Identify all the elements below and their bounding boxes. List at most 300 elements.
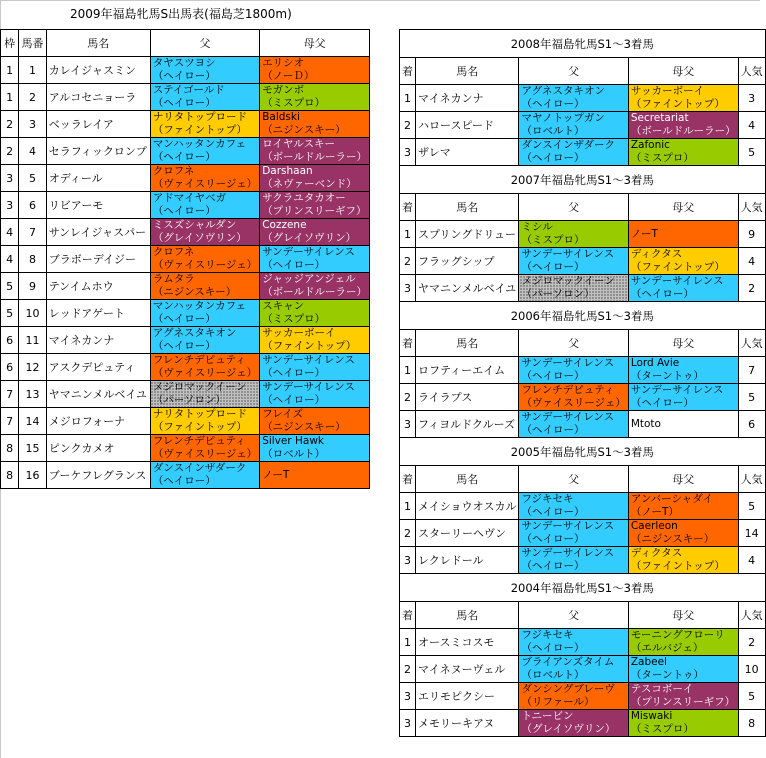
broodmare-sire-cell[interactable] xyxy=(260,408,370,435)
entry-row[interactable] xyxy=(1,327,370,354)
sire-cell-name: ミスズシャルダン xyxy=(152,219,237,231)
broodmare-sire-cell[interactable] xyxy=(628,411,738,438)
broodmare-sire-cell-name: Caerleon xyxy=(630,520,678,532)
broodmare-sire-cell-line: （グレイソヴリン） xyxy=(262,232,357,244)
broodmare-sire-cell-name: サッカーボーイ xyxy=(630,85,705,97)
entry-row[interactable] xyxy=(1,300,370,327)
broodmare-sire-cell-name: サンデーサイレンス xyxy=(630,275,724,287)
horse-name-cell[interactable]: ロフティーエイム xyxy=(416,357,519,384)
results-header-horse-name: 馬名 xyxy=(416,194,519,221)
entries-table xyxy=(0,29,370,489)
broodmare-sire-cell-name: サンデーサイレンス xyxy=(262,381,355,393)
popularity-cell: 9 xyxy=(738,221,765,248)
sire-cell-name: サンデーサイレンス xyxy=(521,520,615,532)
entry-row[interactable] xyxy=(1,408,370,435)
popularity-cell: 4 xyxy=(738,547,765,574)
results-header-popularity: 人気 xyxy=(738,466,765,493)
rank-cell: 2 xyxy=(400,656,416,683)
rank-cell: 2 xyxy=(400,384,416,411)
sire-cell[interactable] xyxy=(519,357,628,384)
sire-cell[interactable] xyxy=(519,248,628,275)
rank-cell: 1 xyxy=(400,357,416,384)
result-row[interactable] xyxy=(400,710,766,737)
horse-name-cell[interactable]: フィヨルドクルーズ xyxy=(416,411,519,438)
sire-cell[interactable] xyxy=(150,111,259,138)
sire-cell[interactable] xyxy=(519,411,628,438)
broodmare-sire-cell[interactable] xyxy=(628,112,738,139)
rank-cell: 1 xyxy=(400,85,416,112)
sire-cell[interactable] xyxy=(519,384,628,411)
broodmare-sire-cell[interactable] xyxy=(628,547,738,574)
results-header-rank: 着 xyxy=(400,194,416,221)
broodmare-sire-cell[interactable] xyxy=(628,656,738,683)
results-header-row xyxy=(400,330,766,357)
broodmare-sire-cell[interactable] xyxy=(260,192,370,219)
sire-cell[interactable] xyxy=(150,246,259,273)
horse-name-cell[interactable]: フラッグシップ xyxy=(416,248,519,275)
broodmare-sire-cell-name: ノーT xyxy=(262,468,290,481)
broodmare-sire-cell-line: （ニジンスキー） xyxy=(262,124,346,136)
sire-cell[interactable] xyxy=(150,273,259,300)
sire-cell[interactable] xyxy=(150,165,259,192)
entry-row[interactable] xyxy=(1,57,370,84)
sire-cell-line: （ヘイロー） xyxy=(521,506,585,518)
sire-cell[interactable] xyxy=(150,57,259,84)
results-section-title: 2008年福島牝馬S1～3着馬 xyxy=(400,30,766,58)
sire-cell-line: （ファイントップ） xyxy=(152,421,247,433)
horse-name-cell[interactable]: ザレマ xyxy=(416,139,519,166)
results-header-rank: 着 xyxy=(400,602,416,629)
sire-cell[interactable] xyxy=(519,683,628,710)
horse-name-cell[interactable]: オースミコスモ xyxy=(416,629,519,656)
broodmare-sire-cell[interactable] xyxy=(260,435,370,462)
sire-cell-name: メジロマックイーン xyxy=(521,275,615,287)
sire-cell-line: （ヘイロー） xyxy=(152,340,216,352)
broodmare-sire-cell-name: Lord Avie xyxy=(630,357,680,369)
results-header-horse-name: 馬名 xyxy=(416,466,519,493)
sire-cell-line: （ヘイロー） xyxy=(152,70,216,82)
sire-cell-line: （ファイントップ） xyxy=(152,124,247,136)
sire-cell-line: （ヘイロー） xyxy=(521,370,585,382)
broodmare-sire-cell-line: （ヘイロー） xyxy=(262,394,326,406)
broodmare-sire-cell[interactable] xyxy=(628,248,738,275)
rank-cell: 3 xyxy=(400,139,416,166)
horse-name-cell[interactable]: セラフィックロンプ xyxy=(46,138,150,165)
result-row[interactable] xyxy=(400,547,766,574)
result-row[interactable] xyxy=(400,629,766,656)
sire-cell-line: （ヘイロー） xyxy=(521,424,585,436)
horse-name-cell[interactable]: ヤマニンメルベイユ xyxy=(416,275,519,302)
sire-cell[interactable] xyxy=(519,547,628,574)
broodmare-sire-cell-line: （ヘイロー） xyxy=(262,367,326,379)
horse-name-cell[interactable]: ライラプス xyxy=(416,384,519,411)
entry-row[interactable] xyxy=(1,435,370,462)
sire-cell-name: ダンスインザダーク xyxy=(521,139,616,151)
horse-name-cell[interactable]: スプリングドリュー xyxy=(416,221,519,248)
result-row[interactable] xyxy=(400,275,766,302)
broodmare-sire-cell[interactable] xyxy=(628,520,738,547)
results-header-horse-name: 馬名 xyxy=(416,330,519,357)
broodmare-sire-cell[interactable] xyxy=(260,84,370,111)
rank-cell: 3 xyxy=(400,275,416,302)
results-header-popularity: 人気 xyxy=(738,58,765,85)
results-section-title-row xyxy=(400,302,766,330)
broodmare-sire-cell[interactable] xyxy=(260,165,370,192)
sire-cell-name: アグネスタキオン xyxy=(152,327,237,339)
sire-cell-line: （ヘイロー） xyxy=(521,533,585,545)
entry-row[interactable] xyxy=(1,462,370,489)
broodmare-sire-cell-name: ディクタス xyxy=(630,547,683,559)
broodmare-sire-cell-name: Darshaan xyxy=(262,165,313,177)
sheet-title: 2009年福島牝馬S出馬表(福島芝1800m) xyxy=(70,7,292,21)
results-header-horse-name: 馬名 xyxy=(416,58,519,85)
umaban-cell: 5 xyxy=(19,165,46,192)
waku-cell: 8 xyxy=(1,435,19,462)
umaban-cell: 4 xyxy=(19,138,46,165)
sire-cell-line: （ヴァイスリージェ） xyxy=(152,178,258,190)
entry-row[interactable] xyxy=(1,192,370,219)
results-header-popularity: 人気 xyxy=(738,330,765,357)
horse-name-cell[interactable]: マイネカンナ xyxy=(46,327,150,354)
waku-cell: 2 xyxy=(1,111,19,138)
header-sire: 父 xyxy=(150,30,259,57)
rank-cell: 3 xyxy=(400,710,416,737)
broodmare-sire-cell-name: サッカーボーイ xyxy=(262,327,336,339)
popularity-cell: 2 xyxy=(738,629,765,656)
entry-row[interactable] xyxy=(1,219,370,246)
sire-cell-name: アグネスタキオン xyxy=(521,85,606,97)
results-section-title: 2004年福島牝馬S1～3着馬 xyxy=(400,574,766,602)
result-row[interactable] xyxy=(400,493,766,520)
broodmare-sire-cell-line: （ターントゥ） xyxy=(630,370,704,382)
broodmare-sire-cell[interactable] xyxy=(260,246,370,273)
waku-cell: 4 xyxy=(1,219,19,246)
sire-cell[interactable] xyxy=(519,520,628,547)
broodmare-sire-cell-name: ノーT xyxy=(630,227,658,240)
horse-name-cell[interactable]: エリモピクシー xyxy=(416,683,519,710)
header-horse-name: 馬名 xyxy=(46,30,150,57)
popularity-cell: 5 xyxy=(738,493,765,520)
sire-cell-line: （ヘイロー） xyxy=(521,261,585,273)
broodmare-sire-cell-line: （ミスプロ） xyxy=(262,97,326,109)
waku-cell: 7 xyxy=(1,381,19,408)
horse-name-cell[interactable]: アスクデピュティ xyxy=(46,354,150,381)
sire-cell[interactable] xyxy=(519,221,628,248)
broodmare-sire-cell[interactable] xyxy=(260,273,370,300)
result-row[interactable] xyxy=(400,683,766,710)
sire-cell-line: （ヘイロー） xyxy=(152,151,216,163)
waku-cell: 1 xyxy=(1,84,19,111)
popularity-cell: 4 xyxy=(738,248,765,275)
sire-cell-name: ダンシングブレーヴ xyxy=(521,683,615,695)
popularity-cell: 5 xyxy=(738,139,765,166)
umaban-cell: 15 xyxy=(19,435,46,462)
broodmare-sire-cell-line: （ミスプロ） xyxy=(630,152,694,164)
header-broodmare-sire: 母父 xyxy=(260,30,370,57)
broodmare-sire-cell-name: モガンボ xyxy=(262,84,305,96)
broodmare-sire-cell[interactable] xyxy=(260,300,370,327)
broodmare-sire-cell-line: （ミスプロ） xyxy=(630,723,694,735)
result-row[interactable] xyxy=(400,411,766,438)
horse-name-cell[interactable]: ヤマニンメルベイユ xyxy=(46,381,150,408)
sire-cell-line: （ヘイロー） xyxy=(152,475,216,487)
horse-name-cell[interactable]: サンレイジャスパー xyxy=(46,219,150,246)
sire-cell[interactable] xyxy=(519,710,628,737)
horse-name-cell[interactable]: レッドアゲート xyxy=(46,300,150,327)
sire-cell-line: （ヘイロー） xyxy=(521,152,585,164)
rank-cell: 2 xyxy=(400,520,416,547)
rank-cell: 3 xyxy=(400,683,416,710)
entry-row[interactable] xyxy=(1,246,370,273)
broodmare-sire-cell[interactable] xyxy=(628,384,738,411)
broodmare-sire-cell-line: （ファイントップ） xyxy=(630,560,725,572)
sire-cell-name: マヤノトップガン xyxy=(521,112,605,124)
horse-name-cell[interactable]: ブーケフレグランス xyxy=(46,462,150,489)
sire-cell-name: マンハッタンカフェ xyxy=(152,300,247,312)
sire-cell[interactable] xyxy=(150,462,259,489)
broodmare-sire-cell-line: （プリンスリーギフ） xyxy=(630,696,736,708)
sire-cell[interactable] xyxy=(519,629,628,656)
popularity-cell: 5 xyxy=(738,683,765,710)
sire-cell[interactable] xyxy=(519,139,628,166)
results-section-title-row xyxy=(400,574,766,602)
sire-cell-line: （ヴァイスリージェ） xyxy=(521,397,626,409)
results-header-broodmare-sire: 母父 xyxy=(628,602,738,629)
sire-cell[interactable] xyxy=(150,381,259,408)
result-row[interactable] xyxy=(400,520,766,547)
broodmare-sire-cell[interactable] xyxy=(628,357,738,384)
entry-row[interactable] xyxy=(1,165,370,192)
sire-cell-name: サンデーサイレンス xyxy=(521,547,615,559)
entries-header-row xyxy=(1,30,370,57)
result-row[interactable] xyxy=(400,357,766,384)
sire-cell[interactable] xyxy=(150,138,259,165)
results-header-row xyxy=(400,58,766,85)
sire-cell-name: サンデーサイレンス xyxy=(521,248,615,260)
sire-cell[interactable] xyxy=(150,300,259,327)
sire-cell[interactable] xyxy=(519,85,628,112)
broodmare-sire-cell[interactable] xyxy=(260,219,370,246)
sire-cell-name: ラムタラ xyxy=(152,273,195,285)
horse-name-cell[interactable]: ハロースピード xyxy=(416,112,519,139)
broodmare-sire-cell[interactable] xyxy=(628,275,738,302)
sire-cell-line: （ミスプロ） xyxy=(521,234,585,246)
broodmare-sire-cell-name: Baldski xyxy=(262,111,300,123)
horse-name-cell[interactable]: アルコセニョーラ xyxy=(46,84,150,111)
popularity-cell: 4 xyxy=(738,112,765,139)
horse-name-cell[interactable]: マイネカンナ xyxy=(416,85,519,112)
sire-cell[interactable] xyxy=(150,192,259,219)
rank-cell: 3 xyxy=(400,411,416,438)
horse-name-cell[interactable]: メモリーキアヌ xyxy=(416,710,519,737)
result-row[interactable] xyxy=(400,221,766,248)
sire-cell[interactable] xyxy=(150,219,259,246)
sire-cell-name: トニービン xyxy=(521,710,574,722)
sire-cell-name: ナリタトップロード xyxy=(152,111,247,123)
waku-cell: 3 xyxy=(1,165,19,192)
broodmare-sire-cell-name: Secretariat xyxy=(630,112,689,124)
horse-name-cell[interactable]: レクレドール xyxy=(416,547,519,574)
sire-cell[interactable] xyxy=(150,354,259,381)
sire-cell-line: （ヴァイスリージェ） xyxy=(152,448,258,460)
results-section-title-row xyxy=(400,30,766,58)
horse-name-cell[interactable]: オディール xyxy=(46,165,150,192)
broodmare-sire-cell[interactable] xyxy=(260,381,370,408)
entry-row[interactable] xyxy=(1,84,370,111)
horse-name-cell[interactable]: テンイムホウ xyxy=(46,273,150,300)
entry-row[interactable] xyxy=(1,138,370,165)
sire-cell-name: ブライアンズタイム xyxy=(521,656,615,668)
broodmare-sire-cell-line: （エルバジェ） xyxy=(630,642,704,654)
waku-cell: 5 xyxy=(1,273,19,300)
sire-cell[interactable] xyxy=(150,327,259,354)
results-header-rank: 着 xyxy=(400,58,416,85)
broodmare-sire-cell-line: （ファイントップ） xyxy=(262,340,357,352)
broodmare-sire-cell[interactable] xyxy=(260,327,370,354)
broodmare-sire-cell[interactable] xyxy=(260,57,370,84)
horse-name-cell[interactable]: カレイジャスミン xyxy=(46,57,150,84)
broodmare-sire-cell-line: （プリンスリーギフ） xyxy=(262,205,367,217)
broodmare-sire-cell[interactable] xyxy=(628,85,738,112)
rank-cell: 1 xyxy=(400,629,416,656)
broodmare-sire-cell-name: スキャン xyxy=(262,300,305,312)
broodmare-sire-cell-name: サンデーサイレンス xyxy=(630,384,724,396)
rank-cell: 3 xyxy=(400,547,416,574)
popularity-cell: 5 xyxy=(738,384,765,411)
sire-cell[interactable] xyxy=(150,435,259,462)
results-header-sire: 父 xyxy=(519,330,628,357)
sire-cell[interactable] xyxy=(519,493,628,520)
broodmare-sire-cell-name: Zabeel xyxy=(630,656,667,668)
sire-cell[interactable] xyxy=(519,656,628,683)
broodmare-sire-cell[interactable] xyxy=(260,354,370,381)
umaban-cell: 8 xyxy=(19,246,46,273)
broodmare-sire-cell-line: （ファイントップ） xyxy=(630,98,725,110)
sire-cell-name: ナリタトップロード xyxy=(152,408,247,420)
horse-name-cell[interactable]: メジロフォーナ xyxy=(46,408,150,435)
broodmare-sire-cell-name: フレイズ xyxy=(262,408,304,420)
results-header-sire: 父 xyxy=(519,58,628,85)
result-row[interactable] xyxy=(400,139,766,166)
popularity-cell: 6 xyxy=(738,411,765,438)
sire-cell-name: フレンチデピュティ xyxy=(521,384,615,396)
result-row[interactable] xyxy=(400,384,766,411)
sire-cell-line: （ニジンスキー） xyxy=(152,286,237,298)
sire-cell-name: ダンスインザダーク xyxy=(152,462,247,474)
sire-cell-name: マンハッタンカフェ xyxy=(152,138,247,150)
results-header-row xyxy=(400,466,766,493)
horse-name-cell[interactable]: ブラボーデイジー xyxy=(46,246,150,273)
sire-cell-line: （ヴァイスリージェ） xyxy=(152,367,258,379)
sire-cell-name: フレンチデピュティ xyxy=(152,435,246,447)
sire-cell[interactable] xyxy=(519,275,628,302)
popularity-cell: 2 xyxy=(738,275,765,302)
broodmare-sire-cell-line: （ボールドルーラー） xyxy=(262,286,367,298)
broodmare-sire-cell[interactable] xyxy=(628,629,738,656)
sire-cell-name: フジキセキ xyxy=(521,493,574,505)
sire-cell-line: （グレイソヴリン） xyxy=(152,232,247,244)
waku-cell: 4 xyxy=(1,246,19,273)
broodmare-sire-cell-name: サクラユタカオー xyxy=(262,192,346,204)
sire-cell-name: サンデーサイレンス xyxy=(521,357,615,369)
results-header-horse-name: 馬名 xyxy=(416,602,519,629)
horse-name-cell[interactable]: マイネヌーヴェル xyxy=(416,656,519,683)
broodmare-sire-cell[interactable] xyxy=(628,139,738,166)
broodmare-sire-cell-name: ロイヤルスキー xyxy=(262,138,335,150)
broodmare-sire-cell-line: （ニジンスキー） xyxy=(262,421,346,433)
broodmare-sire-cell-name: Zafonic xyxy=(630,139,670,151)
broodmare-sire-cell-line: （ヘイロー） xyxy=(630,397,694,409)
horse-name-cell[interactable]: リビアーモ xyxy=(46,192,150,219)
broodmare-sire-cell[interactable] xyxy=(628,683,738,710)
entry-row[interactable] xyxy=(1,381,370,408)
results-header-sire: 父 xyxy=(519,602,628,629)
broodmare-sire-cell[interactable] xyxy=(628,493,738,520)
result-row[interactable] xyxy=(400,248,766,275)
rank-cell: 2 xyxy=(400,248,416,275)
horse-name-cell[interactable]: ベッラレイア xyxy=(46,111,150,138)
sire-cell-line: （ヘイロー） xyxy=(521,98,585,110)
results-header-row xyxy=(400,602,766,629)
broodmare-sire-cell-name: モーニングフローリ xyxy=(630,629,725,641)
sire-cell[interactable] xyxy=(150,84,259,111)
sire-cell[interactable] xyxy=(519,112,628,139)
entry-row[interactable] xyxy=(1,111,370,138)
rank-cell: 1 xyxy=(400,493,416,520)
waku-cell: 7 xyxy=(1,408,19,435)
broodmare-sire-cell[interactable] xyxy=(260,462,370,489)
sire-cell-line: （ヘイロー） xyxy=(152,97,216,109)
broodmare-sire-cell[interactable] xyxy=(260,111,370,138)
entry-row[interactable] xyxy=(1,354,370,381)
waku-cell: 1 xyxy=(1,57,19,84)
waku-cell: 2 xyxy=(1,138,19,165)
sire-cell-name: クロフネ xyxy=(152,165,195,177)
entry-row[interactable] xyxy=(1,273,370,300)
broodmare-sire-cell-line: （ネヴァーベンド） xyxy=(262,178,357,190)
result-row[interactable] xyxy=(400,656,766,683)
broodmare-sire-cell[interactable] xyxy=(628,710,738,737)
horse-name-cell[interactable]: スターリーヘヴン xyxy=(416,520,519,547)
result-row[interactable] xyxy=(400,112,766,139)
broodmare-sire-cell[interactable] xyxy=(628,221,738,248)
results-header-row xyxy=(400,194,766,221)
rank-cell: 2 xyxy=(400,112,416,139)
sire-cell-name: アドマイヤベガ xyxy=(152,192,227,204)
horse-name-cell[interactable]: ピンクカメオ xyxy=(46,435,150,462)
sire-cell-line: （リファール） xyxy=(521,696,595,708)
rank-cell: 1 xyxy=(400,221,416,248)
umaban-cell: 1 xyxy=(19,57,46,84)
sire-cell-line: （ヘイロー） xyxy=(521,560,585,572)
sire-cell-line: （パーソロン） xyxy=(152,394,226,406)
sire-cell-name: タヤスツヨシ xyxy=(152,57,216,69)
horse-name-cell[interactable]: メイショウオスカル xyxy=(416,493,519,520)
results-header-sire: 父 xyxy=(519,466,628,493)
sire-cell-line: （ヘイロー） xyxy=(152,313,216,325)
results-section-title: 2007年福島牝馬S1～3着馬 xyxy=(400,166,766,194)
results-header-broodmare-sire: 母父 xyxy=(628,194,738,221)
broodmare-sire-cell-line: （ノーＤ） xyxy=(262,70,315,82)
popularity-cell: 8 xyxy=(738,710,765,737)
broodmare-sire-cell-name: テスコボーイ xyxy=(630,683,694,695)
results-header-broodmare-sire: 母父 xyxy=(628,58,738,85)
waku-cell: 6 xyxy=(1,327,19,354)
header-waku: 枠 xyxy=(1,30,19,57)
result-row[interactable] xyxy=(400,85,766,112)
sire-cell[interactable] xyxy=(150,408,259,435)
broodmare-sire-cell[interactable] xyxy=(260,138,370,165)
